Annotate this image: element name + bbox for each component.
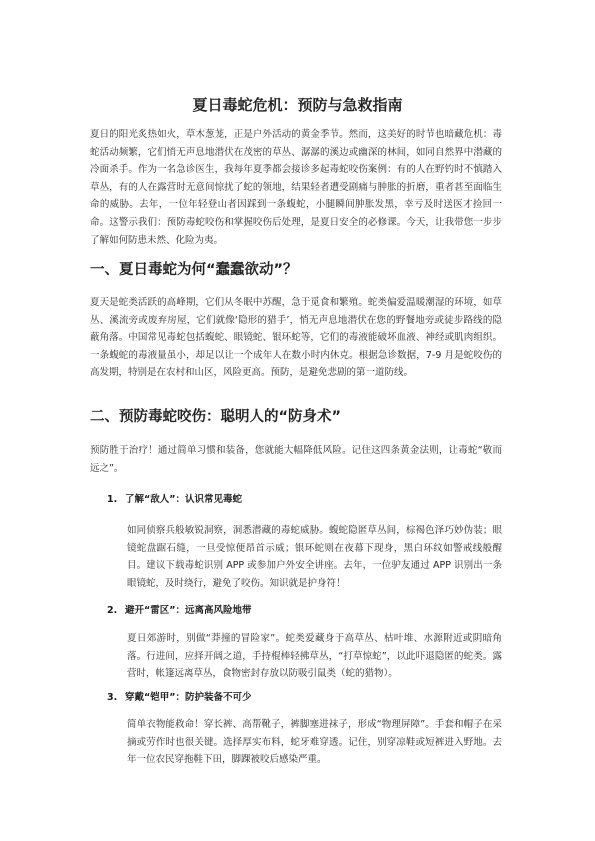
list-item-title (107, 689, 252, 703)
page-title: 夏日毒蛇危机：预防与急救指南 (192, 96, 403, 114)
list-item-title (107, 491, 242, 505)
section-2-intro: 预防胜于治疗！通过简单习惯和装备，您就能大幅降低风险。记住这四条黄金法则，让毒蛇“敬而远之”。 (90, 445, 502, 474)
list-item-number: 2. (107, 605, 118, 616)
intro-paragraph: 夏日的阳光炙热如火，草木葱茏，正是户外活动的黄金季节。然而，这美好的时节也暗藏危机：毒蛇活动频繁，它们悄无声息地潜伏在茂密的草丛、潺潺的溪边或幽深的林间，如同自然界中潜藏的冷面杀手。作为一名急诊医生，我每年夏季都会接诊多起毒蛇咬伤案例：有的人在野钓时不慎踏入草丛，有的人在露营时无意间惊扰了蛇的领地，结果轻者遭受剧痛与肿胀的折磨，重者甚至面临生命的威胁。去年，一位年轻登山者因踩到一条蝮蛇，小腿瞬间肿胀发黑，幸亏及时送医才捡回一命。这警示我们：预防毒蛇咬伤和掌握咬伤后处理，是夏日安全的必修课。今天，让我带您一步步了解如何防患未然、化险为夷。 (90, 129, 502, 246)
list-item-title (107, 602, 252, 616)
list-item-heading: 穿戴“铠甲”：防护装备不可少 (125, 692, 252, 703)
section-1-body: 夏天是蛇类活跃的高峰期，它们从冬眠中苏醒，急于觅食和繁殖。蛇类偏爱温暖潮湿的环境，如草丛、溪流旁或废弃房屋，它们就像‘隐形的猎手’，悄无声息地潜伏在您的野餐地旁或徒步路线的隐蔽角落。中国常见毒蛇包括蝮蛇、眼镜蛇、银环蛇等，它们的毒液能破坏血液、神经或肌肉组织。一条蝮蛇的毒液量虽小，却足以让一个成年人在数小时内休克。根据急诊数据，7-9 月是蛇咬伤的高发期，特别是在农村和山区，风险更高。预防，是避免悲剧的第一道防线。 (90, 297, 502, 379)
section-2-heading: 二、预防毒蛇咬伤：聪明人的“防身术” (90, 409, 342, 425)
list-item-body: 简单衣物能救命！穿长裤、高帮靴子，裤脚塞进袜子，形成“物理屏障”。手套和帽子在采摘或劳作时也很关键。选择厚实布料，蛇牙难穿透。记住，别穿凉鞋或短裤进入野地。去年一位农民穿拖鞋下田，脚踝被咬后感染严重。 (127, 719, 502, 766)
list-item-number: 1. (107, 494, 118, 505)
section-1-heading: 一、夏日毒蛇为何“蠢蠢欲动”？ (90, 262, 298, 278)
list-item-heading: 了解“敌人”：认识常见毒蛇 (125, 494, 242, 505)
list-item-body: 夏日郊游时，别做“莽撞的冒险家”。蛇类爱藏身于高草丛、枯叶堆、水源附近或阴暗角落。行进间，应择开阔之道，手持棍棒轻拂草丛，“打草惊蛇”，以此吓退隐匿的蛇类。露营时，帐篷远离草丛，食物密封存放以防吸引鼠类（蛇的猎物）。 (127, 633, 502, 680)
list-item-heading: 避开“雷区”：远离高风险地带 (125, 605, 252, 616)
list-item-body: 如同侦察兵般敏锐洞察，洞悉潜藏的毒蛇威胁。蝮蛇隐匿草丛间，棕褐色泽巧妙伪装；眼镜蛇盘踞石缝，一旦受惊便昂首示威；银环蛇则在夜幕下现身，黑白环纹如警戒线般醒目。建议下载毒蛇识别 APP 或参加户外安全讲座。去年，一位驴友通过 APP 识别出一条眼镜蛇，及时绕行，避免了咬伤。知识就是护身符！ (127, 525, 502, 589)
list-item-number: 3. (107, 692, 118, 703)
